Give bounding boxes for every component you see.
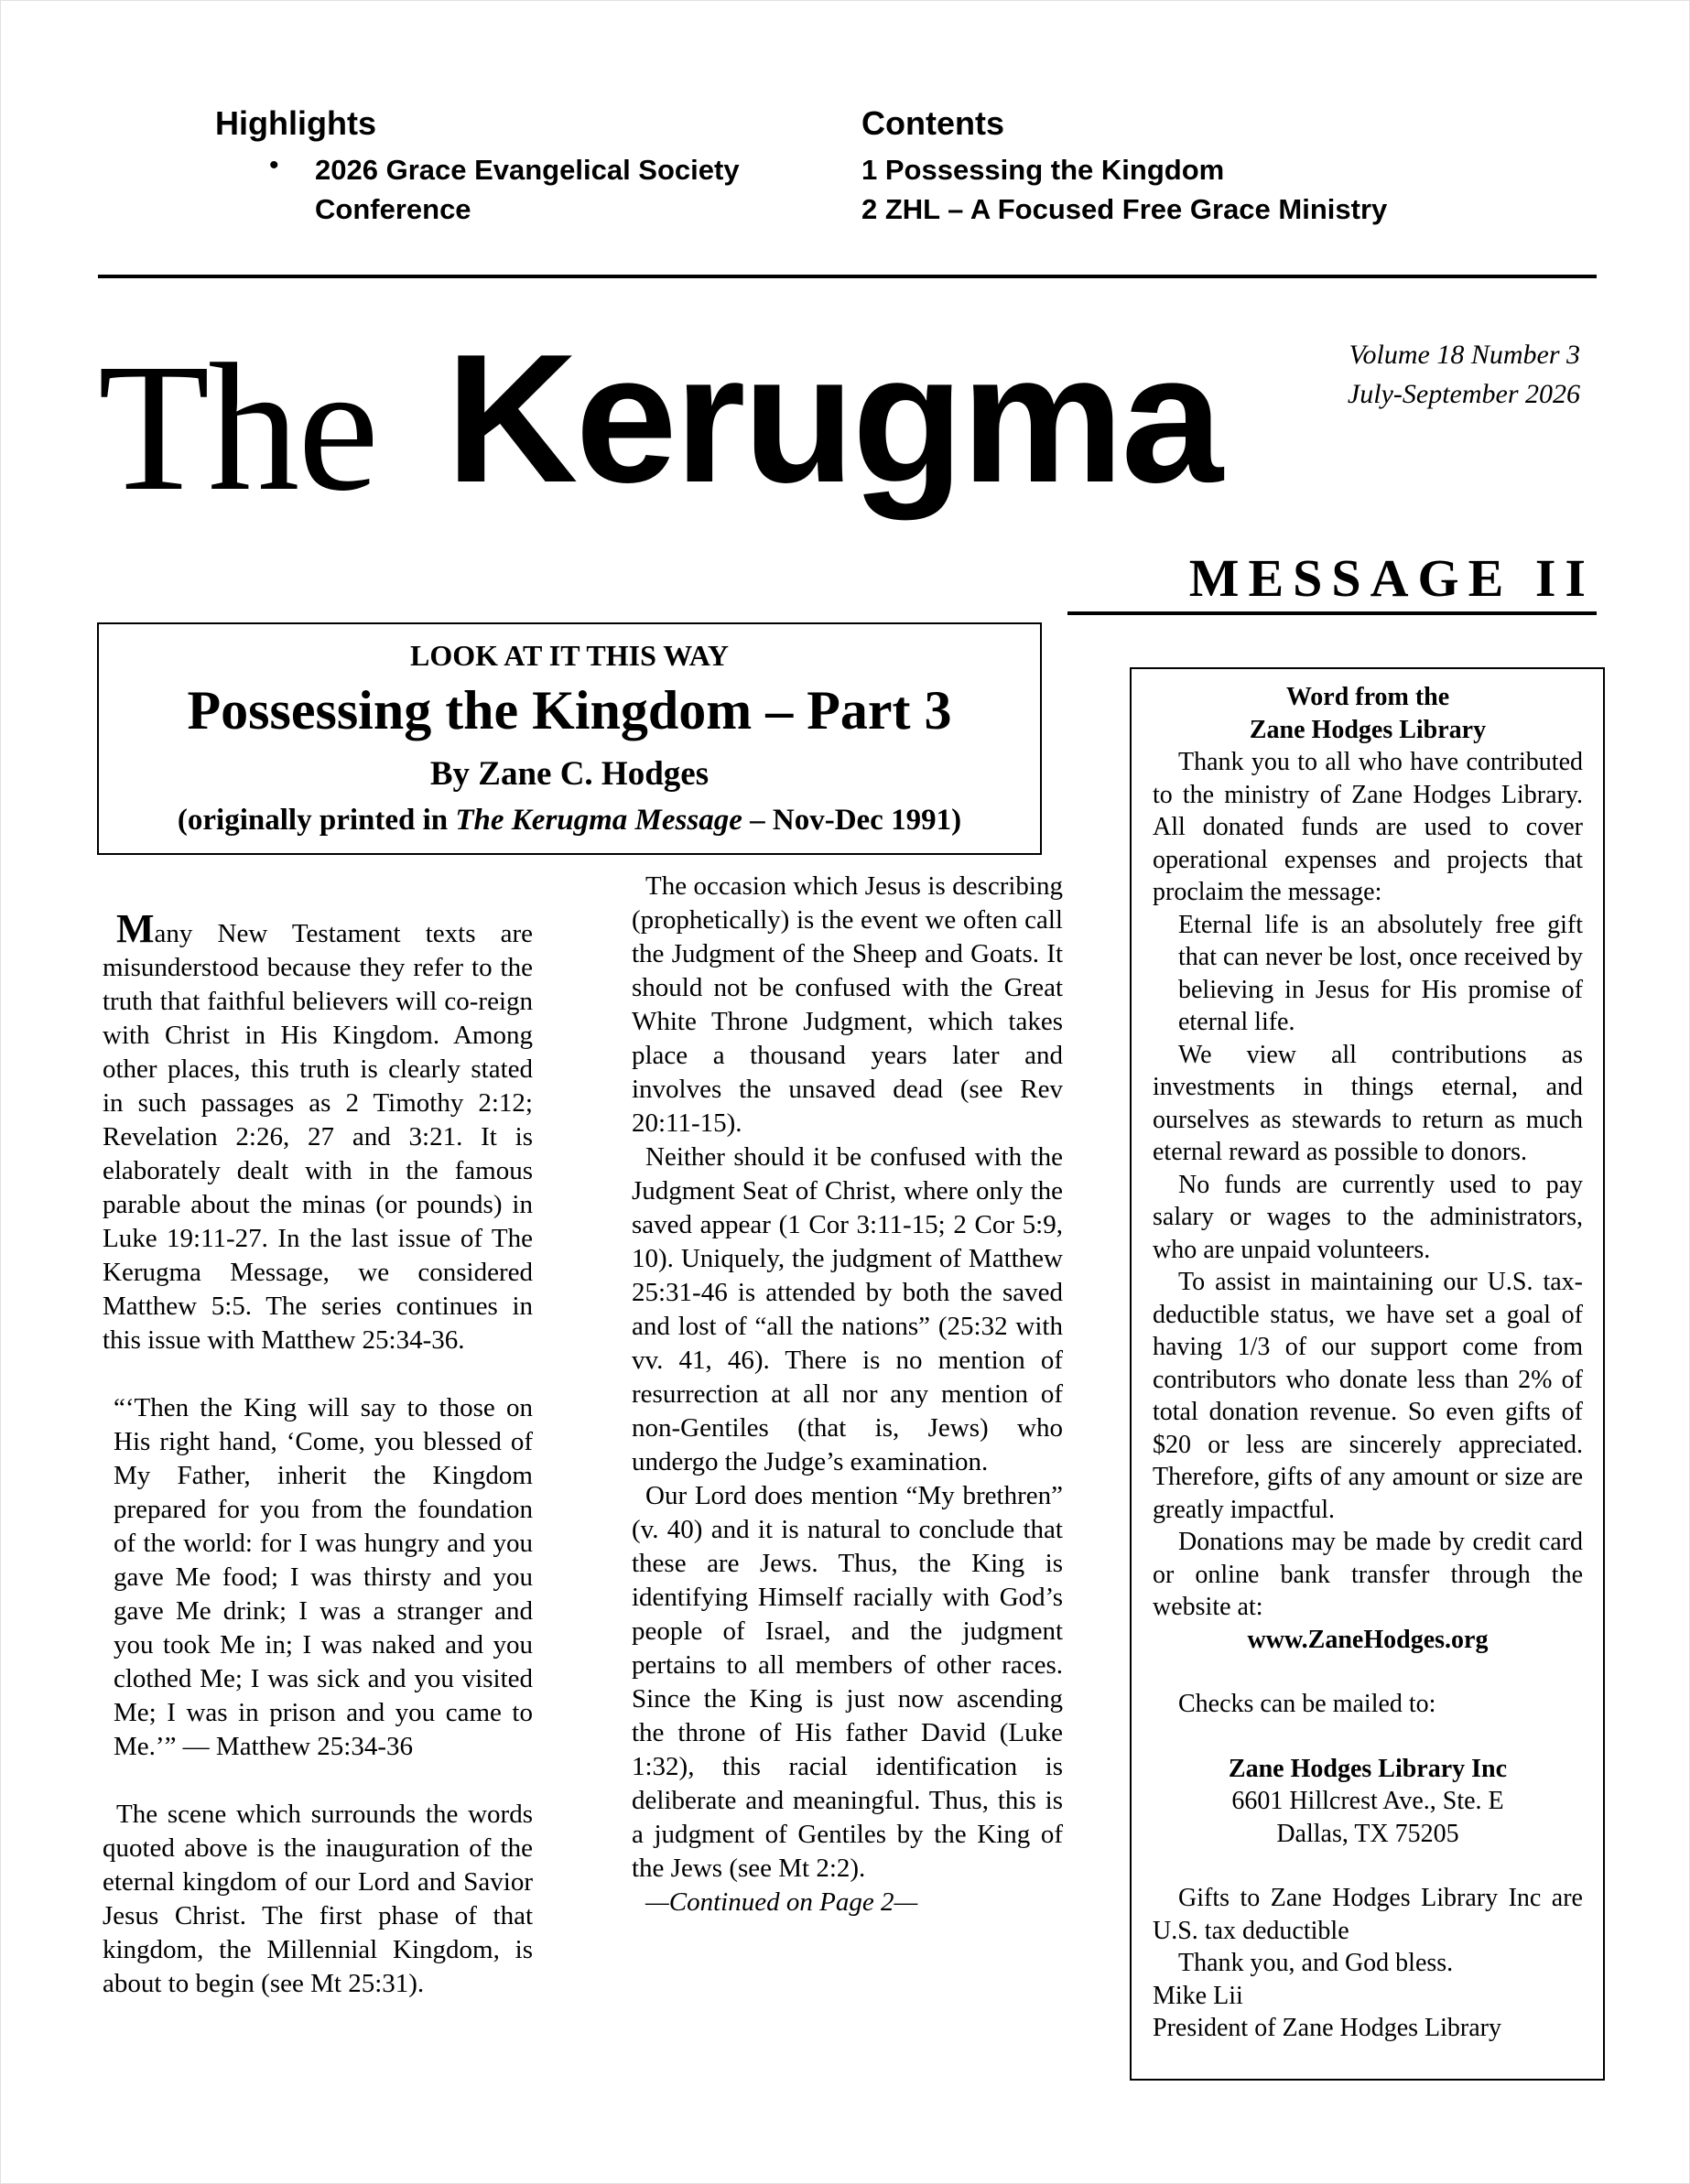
article-byline: By Zane C. Hodges: [429, 755, 710, 793]
contents-title: Contents: [861, 104, 1004, 142]
contents-item: 2 ZHL – A Focused Free Grace Ministry: [861, 193, 1388, 225]
sidebar-heading-line1: Word from the: [1285, 683, 1450, 711]
orig-prefix: (originally printed in: [177, 804, 456, 837]
spacer: [1153, 1721, 1583, 1753]
website-link[interactable]: www.ZaneHodges.org: [1247, 1625, 1489, 1654]
article-title: Possessing the Kingdom – Part 3: [187, 680, 952, 741]
signer-name: Mike Lii: [1153, 1981, 1243, 2010]
org-name: Zane Hodges Library Inc: [1228, 1754, 1508, 1783]
spacer: [1153, 1656, 1583, 1688]
volume-number: Volume 18 Number 3: [1349, 340, 1580, 370]
drop-cap: M: [116, 906, 155, 951]
original-publication-note: [99, 804, 1040, 838]
article-paragraph: Our Lord does mention “My brethren” (v. 40) and it is natural to conclude that these are Jews. Thus, the King is identifying Himself racially with God’s people of Israel, and the judgment pertains to all members of other races. Since the King is just now ascending the throne of His father David (Luke 1:32), this racial identification is deliberate and meaningful. Thus, this is a judgment of Gentiles by the King of the Jews (see Mt 2:2).: [632, 1481, 1063, 1883]
checks-text: Checks can be mailed to:: [1178, 1690, 1436, 1718]
scripture-quote: “‘Then the King will say to those on His right hand, ‘Come, you blessed of My Father, inherit the Kingdom prepared for you from the foundation of the world: for I was hungry and you gave Me food; I was thirsty and you gave Me drink; I was a stranger and you took Me in; I was naked and you clothed Me; I was sick and you visited Me; I was in prison and you came to Me.’” — Matthew 25:34-36: [114, 1393, 533, 1761]
orig-publication: The Kerugma Message: [455, 804, 742, 837]
address-line-2: Dallas, TX 75205: [1276, 1819, 1459, 1848]
article-column-1: [103, 906, 533, 2001]
signer-title: President of Zane Hodges Library: [1153, 2014, 1501, 2042]
sidebar-paragraph: Donations may be made by credit card or online bank transfer through the website at:: [1153, 1528, 1583, 1621]
highlights-item: 2026 Grace Evangelical Society Conference: [315, 154, 740, 225]
address-line-1: 6601 Hillcrest Ave., Ste. E: [1231, 1787, 1504, 1815]
spacer: [1153, 1850, 1583, 1882]
sidebar-heading-line2: Zane Hodges Library: [1249, 715, 1487, 744]
article-kicker: LOOK AT IT THIS WAY: [409, 639, 730, 672]
library-sidebar: [1130, 667, 1605, 2081]
article-paragraph: The scene which surrounds the words quoted above is the inauguration of the eternal kingdom of our Lord and Savior Jesus Christ. The first phase of that kingdom, the Millennial Kingdom, is about to begin (see Mt 25:31).: [103, 1800, 533, 1998]
contents-item: 1 Possessing the Kingdom: [861, 154, 1225, 186]
sidebar-message-block: Eternal life is an absolutely free gift that can never be lost, once received by believing in Jesus for His promise of eternal life.: [1178, 910, 1583, 1036]
sidebar-paragraph: To assist in maintaining our U.S. tax-deductible status, we have set a goal of having 1/3 of our support come from contributors who donate less than 2% of total donation revenue. So even gifts of $20 or less are sincerely appreciated. Therefore, gifts of any amount or size are greatly impactful.: [1153, 1268, 1583, 1524]
masthead-message: MESSAGE II: [1188, 548, 1595, 608]
highlights-title: Highlights: [215, 104, 376, 142]
tax-note: Gifts to Zane Hodges Library Inc are U.S. tax deductible: [1153, 1884, 1583, 1945]
thanks-text: Thank you, and God bless.: [1178, 1949, 1454, 1977]
issue-date: July-September 2026: [1347, 379, 1580, 409]
continued-note: —Continued on Page 2—: [645, 1887, 918, 1917]
masthead-the: The: [98, 327, 377, 529]
message-rule: [1067, 611, 1597, 615]
orig-suffix: – Nov-Dec 1991): [742, 804, 962, 837]
bullet-icon: •: [269, 150, 279, 180]
issue-info: [1348, 335, 1580, 414]
sidebar-paragraph: We view all contributions as investments in things eternal, and ourselves as stewards to return as much eternal reward as possible to donors.: [1153, 1040, 1583, 1166]
paragraph-text: any New Testament texts are misunderstood because they refer to the truth that faithful believers will co-reign with Christ in His Kingdom. Among other places, this truth is clearly stated in such passages as 2 Timothy 2:12; Revelation 2:26, 27 and 3:21. It is elaborately dealt with in the famous parable about the minas (or pounds) in Luke 19:11-27. In the last issue of The Kerugma Message, we considered Matthew 5:5. The series continues in this issue with Matthew 25:34-36.: [103, 919, 533, 1355]
article-title-box: [97, 622, 1042, 855]
sidebar-paragraph: No funds are currently used to pay salary or wages to the administrators, who are unpaid volunteers.: [1153, 1170, 1583, 1264]
header-rule: [98, 275, 1597, 278]
sidebar-paragraph: Thank you to all who have contributed to the ministry of Zane Hodges Library. All donated funds are used to cover operational expenses and projects that proclaim the message:: [1153, 748, 1583, 906]
article-column-2: [632, 870, 1063, 1919]
article-paragraph: [103, 906, 533, 1357]
masthead-kerugma: Kerugma: [446, 317, 1220, 521]
article-paragraph: The occasion which Jesus is describing (prophetically) is the event we often call the Judgment of the Sheep and Goats. It should not be confused with the Great White Throne Judgment, which takes place a thousand years later and involves the unsaved dead (see Rev 20:11-15).: [632, 871, 1063, 1138]
article-paragraph: Neither should it be confused with the Judgment Seat of Christ, where only the saved appear (1 Cor 3:11-15; 2 Cor 5:9, 10). Uniquely, the judgment of Matthew 25:31-46 is attended by both the saved and lost of “all the nations” (25:32 with vv. 41, 46). There is no mention of resurrection at all nor any mention of non-Gentiles (that is, Jews) who undergo the Judge’s examination.: [632, 1142, 1063, 1476]
